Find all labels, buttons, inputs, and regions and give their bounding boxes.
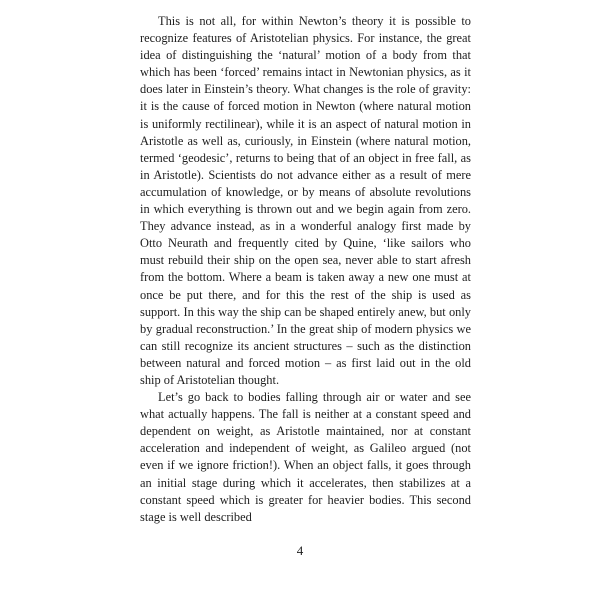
paragraph-1: This is not all, for within Newton’s theory it is possible to recognize features of Aristotelian physics. For instance, the great idea of distinguishing the ‘natural’ motion of a body from that which has been ‘forced’ remains intact in Newtonian physics, as it does later in Einstein’s theory. What changes is the role of gravity: it is the cause of forced motion in Newton (where natural motion is uniformly rectilinear), while it is an aspect of natural motion in Aristotle as well as, curiously, in Einstein (where natural motion, termed ‘geodesic’, returns to being that of an object in free fall, as in Aristotle). Scientists do not advance either as a result of mere accumulation of knowledge, or by means of absolute revolutions in which everything is thrown out and we begin again from zero. They advance instead, as in a wonderful analogy first made by Otto Neurath and frequently cited by Quine, ‘like sailors who must rebuild their ship on the open sea, never able to start afresh from the bottom. Where a beam is taken away a new one must at once be put there, and for this the rest of the ship is used as support. In this way the ship can be shaped entirely anew, but only by gradual reconstruction.’ In the great ship of modern physics we can still recognize its ancient structures – such as the distinction between natural and forced motion – as first laid out in the old ship of Aristotelian thought. [140, 14, 471, 387]
paragraph-2: Let’s go back to bodies falling through air or water and see what actually happens. The fall is neither at a constant speed and dependent on weight, as Aristotle maintained, nor at constant acceleration and independent of weight, as Galileo argued (not even if we ignore friction!). When an object falls, it goes through an initial stage during which it accelerates, then stabilizes at a constant speed which is greater for heavier bodies. This second stage is well described [140, 390, 471, 524]
page-number: 4 [296, 543, 304, 558]
body-text [140, 13, 471, 526]
